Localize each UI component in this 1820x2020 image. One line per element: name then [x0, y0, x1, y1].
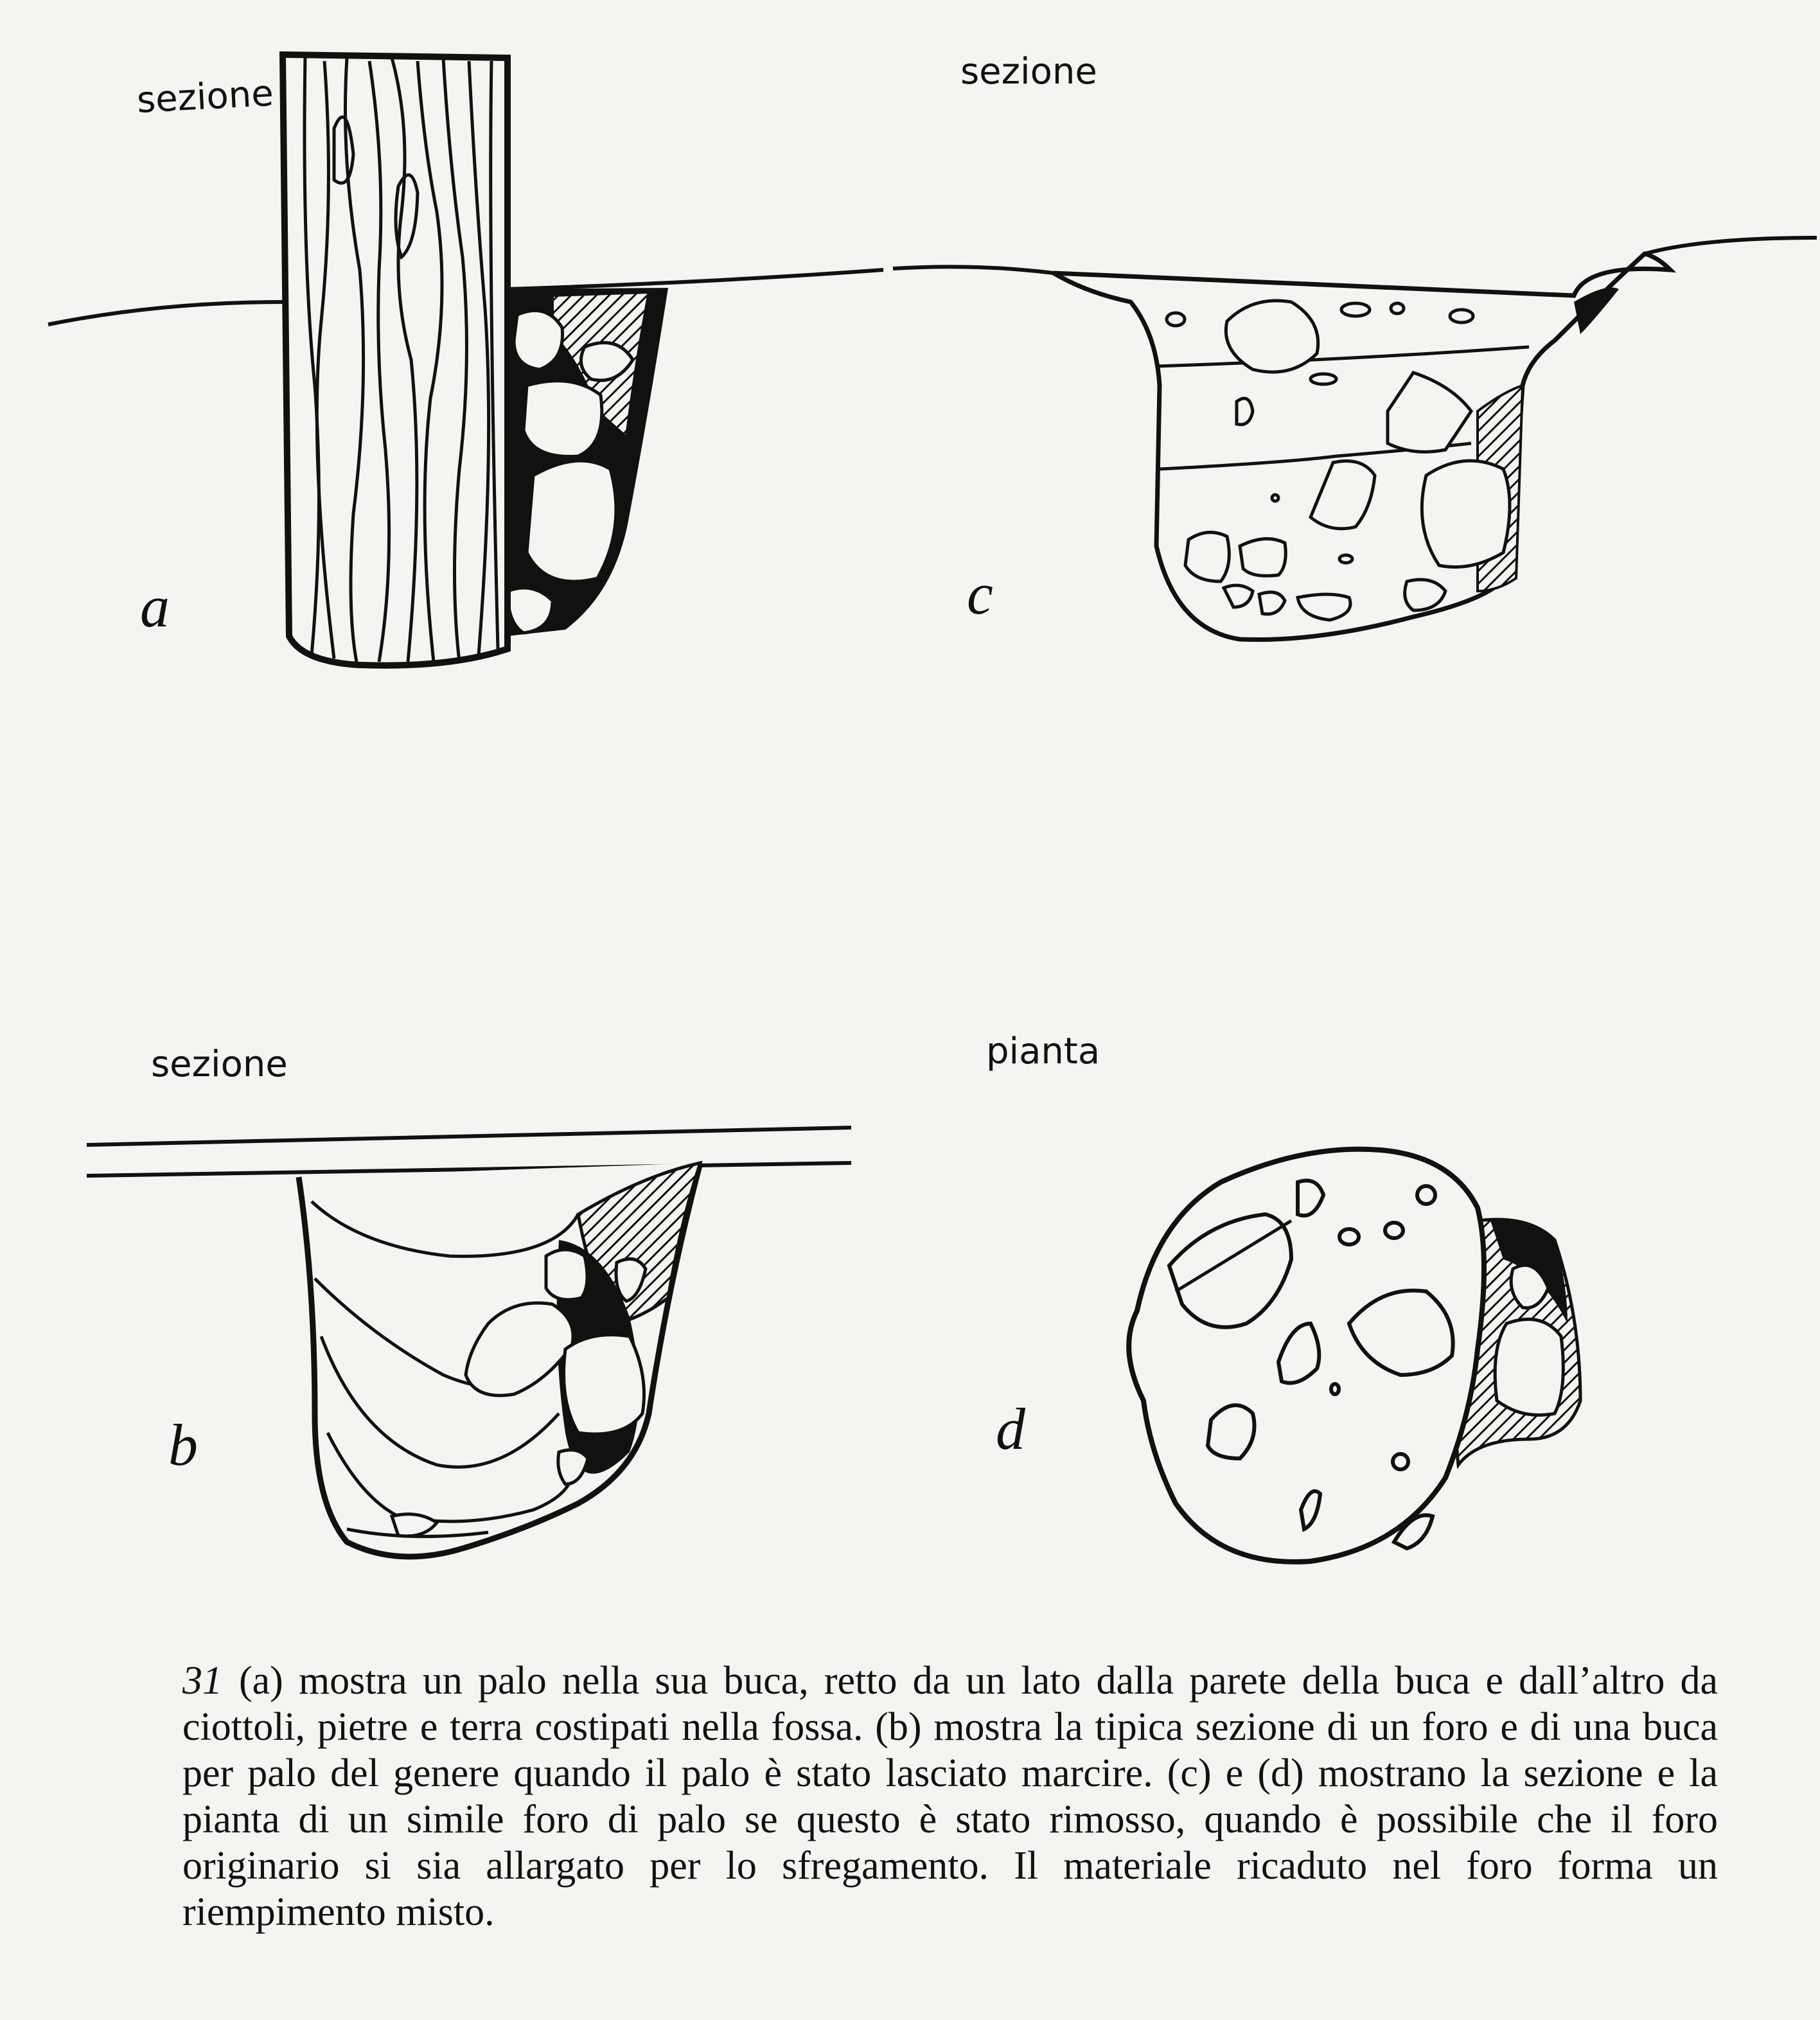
panel-b-view-label: sezione — [151, 1043, 288, 1085]
panel-c — [893, 51, 1817, 640]
stone — [1339, 1229, 1359, 1245]
stone — [1385, 1223, 1403, 1238]
caption-number: 31 — [182, 1659, 222, 1703]
panel-d-letter: d — [996, 1396, 1025, 1462]
figure-caption — [182, 1658, 1718, 1935]
stone — [524, 381, 602, 457]
stone — [1341, 303, 1370, 316]
stone — [514, 310, 563, 369]
ground-line — [893, 238, 1817, 273]
stone — [1450, 310, 1473, 323]
stone — [1331, 1384, 1339, 1394]
stone — [1237, 398, 1253, 425]
ground-line — [87, 1128, 851, 1176]
panel-b — [87, 1043, 851, 1557]
caption-text: (a) mostra un palo nella sua buca, retto da un lato dalla parete della buca e dall’altro da ciottoli, pietre e terra costipati nella fossa. (b) mostra la tipica sezione di un foro e di una buca per palo del genere quando il palo è stato lasciato marcire. (c) e (d) mostrano la sezione e la pianta di un simile foro di palo se questo è stato rimosso, quando è possibile che il foro originario si sia allargato per lo sfregamento. Il materiale ricaduto nel foro forma un riempimento misto. — [182, 1659, 1718, 1934]
stone — [527, 461, 616, 581]
stone — [1240, 539, 1285, 576]
stone — [1185, 533, 1229, 581]
stone — [564, 1335, 644, 1435]
panel-a-view-label: sezione — [136, 72, 275, 121]
stone — [1226, 301, 1318, 372]
panel-a-letter: a — [140, 574, 170, 639]
panel-d — [986, 1031, 1580, 1562]
stone — [1422, 461, 1510, 567]
stone — [1167, 313, 1185, 326]
stone — [1339, 555, 1352, 563]
panel-c-view-label: sezione — [960, 51, 1097, 93]
stone — [1311, 374, 1336, 384]
panel-a — [48, 55, 883, 666]
stone — [1417, 1186, 1435, 1204]
panel-d-view-label: pianta — [986, 1031, 1100, 1072]
stone — [1272, 495, 1278, 501]
panel-b-letter: b — [168, 1412, 198, 1478]
stone — [1393, 1454, 1408, 1469]
stone — [546, 1250, 587, 1300]
panel-c-letter: c — [967, 561, 993, 626]
stone — [1391, 303, 1404, 314]
stone — [1495, 1319, 1563, 1415]
